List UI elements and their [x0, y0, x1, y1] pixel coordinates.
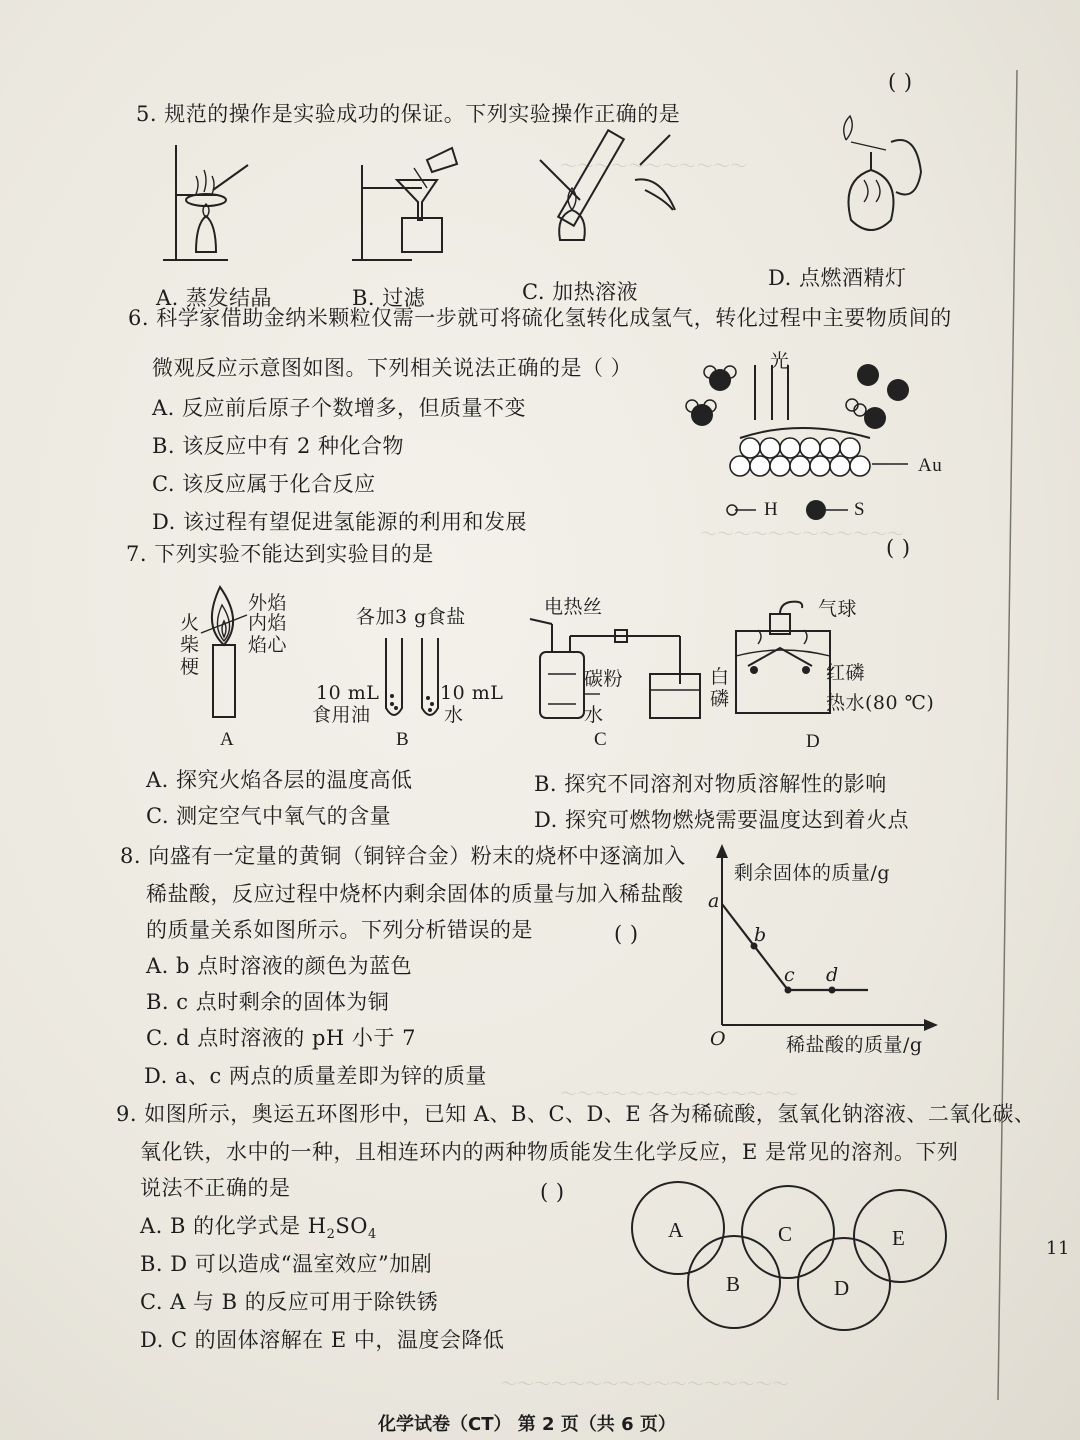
q7-d-white-1: 白 — [710, 666, 730, 688]
q6-option-b: B. 该反应中有 2 种化合物 — [152, 434, 404, 458]
q6-option-d: D. 该过程有望促进氢能源的利用和发展 — [152, 510, 527, 534]
q6-label-light: 光 — [770, 350, 790, 372]
q8-option-c: C. d 点时溶液的 pH 小于 7 — [146, 1026, 416, 1050]
q7-a-matchstick-3: 梗 — [180, 656, 200, 678]
q9-ring-c-label: C — [778, 1222, 793, 1246]
q8-stem-line1: 8. 向盛有一定量的黄铜（铜锌合金）粉末的烧杯中逐滴加入 — [120, 844, 686, 868]
q5-option-d: D. 点燃酒精灯 — [768, 266, 907, 290]
bleed-through-text: ～～～～～～～～～～～～～～～～～ — [500, 1375, 789, 1395]
q8-graph-point-c-label: c — [784, 964, 796, 986]
q8-graph-point-a-label: a — [708, 890, 720, 912]
q5-figure-evaporation — [158, 140, 278, 270]
q7-option-a: A. 探究火焰各层的温度高低 — [146, 768, 413, 792]
q9-stem-line2: 氧化铁，水中的一种，且相连环内的两种物质能发生化学反应，E 是常见的溶剂。下列 — [140, 1140, 959, 1164]
q7-d-letter: D — [806, 731, 821, 752]
bleed-through-text: ～～～～～～～～～～～～ — [700, 525, 904, 545]
margin-number: 11 — [1046, 1238, 1070, 1259]
q7-b-right-volume: 10 mL — [440, 682, 504, 704]
q9-ring-b-label: B — [726, 1272, 741, 1296]
q6-label-h: H — [764, 499, 779, 520]
q9-ring-e-label: E — [892, 1226, 906, 1250]
q7-c-heating-wire: 电热丝 — [544, 596, 603, 618]
q6-stem-line2: 微观反应示意图如图。下列相关说法正确的是（ ） — [152, 356, 633, 380]
q9-ring-d-label: D — [834, 1276, 850, 1300]
q7-d-balloon: 气球 — [818, 598, 858, 620]
q8-point-d — [829, 987, 836, 994]
q8-stem-line2: 稀盐酸，反应过程中烧杯内剩余固体的质量与加入稀盐酸 — [146, 882, 684, 906]
q5-figure-heating — [520, 120, 690, 250]
page-footer: 化学试卷（CT） 第 2 页（共 6 页） — [378, 1414, 676, 1435]
q7-answer-bracket: ( ) — [886, 536, 911, 560]
q8-graph-origin: O — [710, 1028, 727, 1050]
q7-d-hot-water: 热水(80 ℃) — [826, 692, 935, 714]
q7-option-d: D. 探究可燃物燃烧需要温度达到着火点 — [534, 808, 909, 832]
q9-option-d: D. C 的固体溶解在 E 中，温度会降低 — [140, 1328, 505, 1352]
bleed-through-text: ～～～～～～～～～～～ — [560, 157, 747, 177]
q9-answer-bracket: ( ) — [540, 1180, 565, 1204]
q7-a-letter: A — [220, 729, 235, 750]
q6-label-s: S — [854, 499, 866, 520]
q5-option-a: A. 蒸发结晶 — [156, 286, 273, 310]
bleed-through-text: ～～～～～～～～～～～～～～ — [560, 1085, 798, 1105]
q6-option-c: C. 该反应属于化合反应 — [152, 472, 376, 496]
q7-a-outer-flame: 外焰 — [248, 592, 288, 614]
q5-figure-filtration — [352, 140, 472, 270]
q7-a-core-flame: 焰心 — [248, 634, 288, 656]
q9-stem-line1: 9. 如图所示，奥运五环图形中，已知 A、B、C、D、E 各为稀硫酸，氢氧化钠溶液、二氧化碳、 — [116, 1102, 1036, 1126]
q8-point-c — [785, 987, 792, 994]
q5-option-c: C. 加热溶液 — [522, 280, 639, 304]
q7-stem: 7. 下列实验不能达到实验目的是 — [126, 542, 434, 566]
q7-a-inner-flame: 内焰 — [248, 612, 288, 634]
q8-answer-bracket: ( ) — [614, 922, 639, 946]
q8-graph-point-d-label: d — [826, 964, 839, 986]
q7-c-carbon-powder: 碳粉 — [584, 668, 624, 690]
q7-b-left-solvent: 食用油 — [312, 704, 371, 726]
q9-option-a: A. B 的化学式是 $H_2SO_4$ — [140, 1214, 377, 1243]
q6-figure-reaction — [680, 350, 960, 530]
q5-stem: 5. 规范的操作是实验成功的保证。下列实验操作正确的是 — [136, 102, 681, 126]
q7-a-matchstick-2: 柴 — [180, 634, 200, 656]
q9-stem-line3: 说法不正确的是 — [140, 1176, 291, 1200]
q8-stem-line3: 的质量关系如图所示。下列分析错误的是 — [146, 918, 533, 942]
q5-answer-bracket: ( ) — [888, 70, 913, 94]
q7-b-letter: B — [396, 729, 410, 750]
q5-figure-alcohol-lamps — [816, 112, 926, 242]
q7-option-c: C. 测定空气中氧气的含量 — [146, 804, 392, 828]
q6-option-a: A. 反应前后原子个数增多，但质量不变 — [152, 396, 527, 420]
q7-b-right-solvent: 水 — [444, 704, 464, 726]
q7-c-letter: C — [594, 729, 608, 750]
q6-label-au: Au — [918, 455, 943, 476]
q7-a-matchstick-1: 火 — [180, 612, 200, 634]
q9-ring-a-label: A — [668, 1218, 684, 1242]
q5-option-b: B. 过滤 — [352, 286, 426, 310]
q7-option-b: B. 探究不同溶剂对物质溶解性的影响 — [534, 772, 887, 796]
q6-stem-line1: 6. 科学家借助金纳米颗粒仅需一步就可将硫化氢转化成氢气，转化过程中主要物质间的 — [128, 306, 952, 330]
q7-d-red-phosphorus: 红磷 — [826, 662, 866, 684]
q9-option-b: B. D 可以造成“温室效应”加剧 — [140, 1252, 433, 1276]
q7-b-top-label: 各加3 g食盐 — [356, 606, 466, 628]
q9-option-c: C. A 与 B 的反应可用于除铁锈 — [140, 1290, 439, 1314]
q8-option-d: D. a、c 两点的质量差即为锌的质量 — [144, 1064, 487, 1088]
q8-graph-xlabel: 稀盐酸的质量/g — [786, 1034, 923, 1056]
q8-graph-ylabel: 剩余固体的质量/g — [734, 862, 891, 884]
q8-graph-point-b-label: b — [754, 924, 767, 946]
q8-option-b: B. c 点时剩余的固体为铜 — [146, 990, 390, 1014]
q7-c-water: 水 — [584, 704, 604, 726]
q7-d-white-2: 磷 — [710, 688, 730, 710]
q8-option-a: A. b 点时溶液的颜色为蓝色 — [146, 954, 413, 978]
q7-b-left-volume: 10 mL — [316, 682, 380, 704]
q9-olympic-rings — [630, 1176, 960, 1336]
